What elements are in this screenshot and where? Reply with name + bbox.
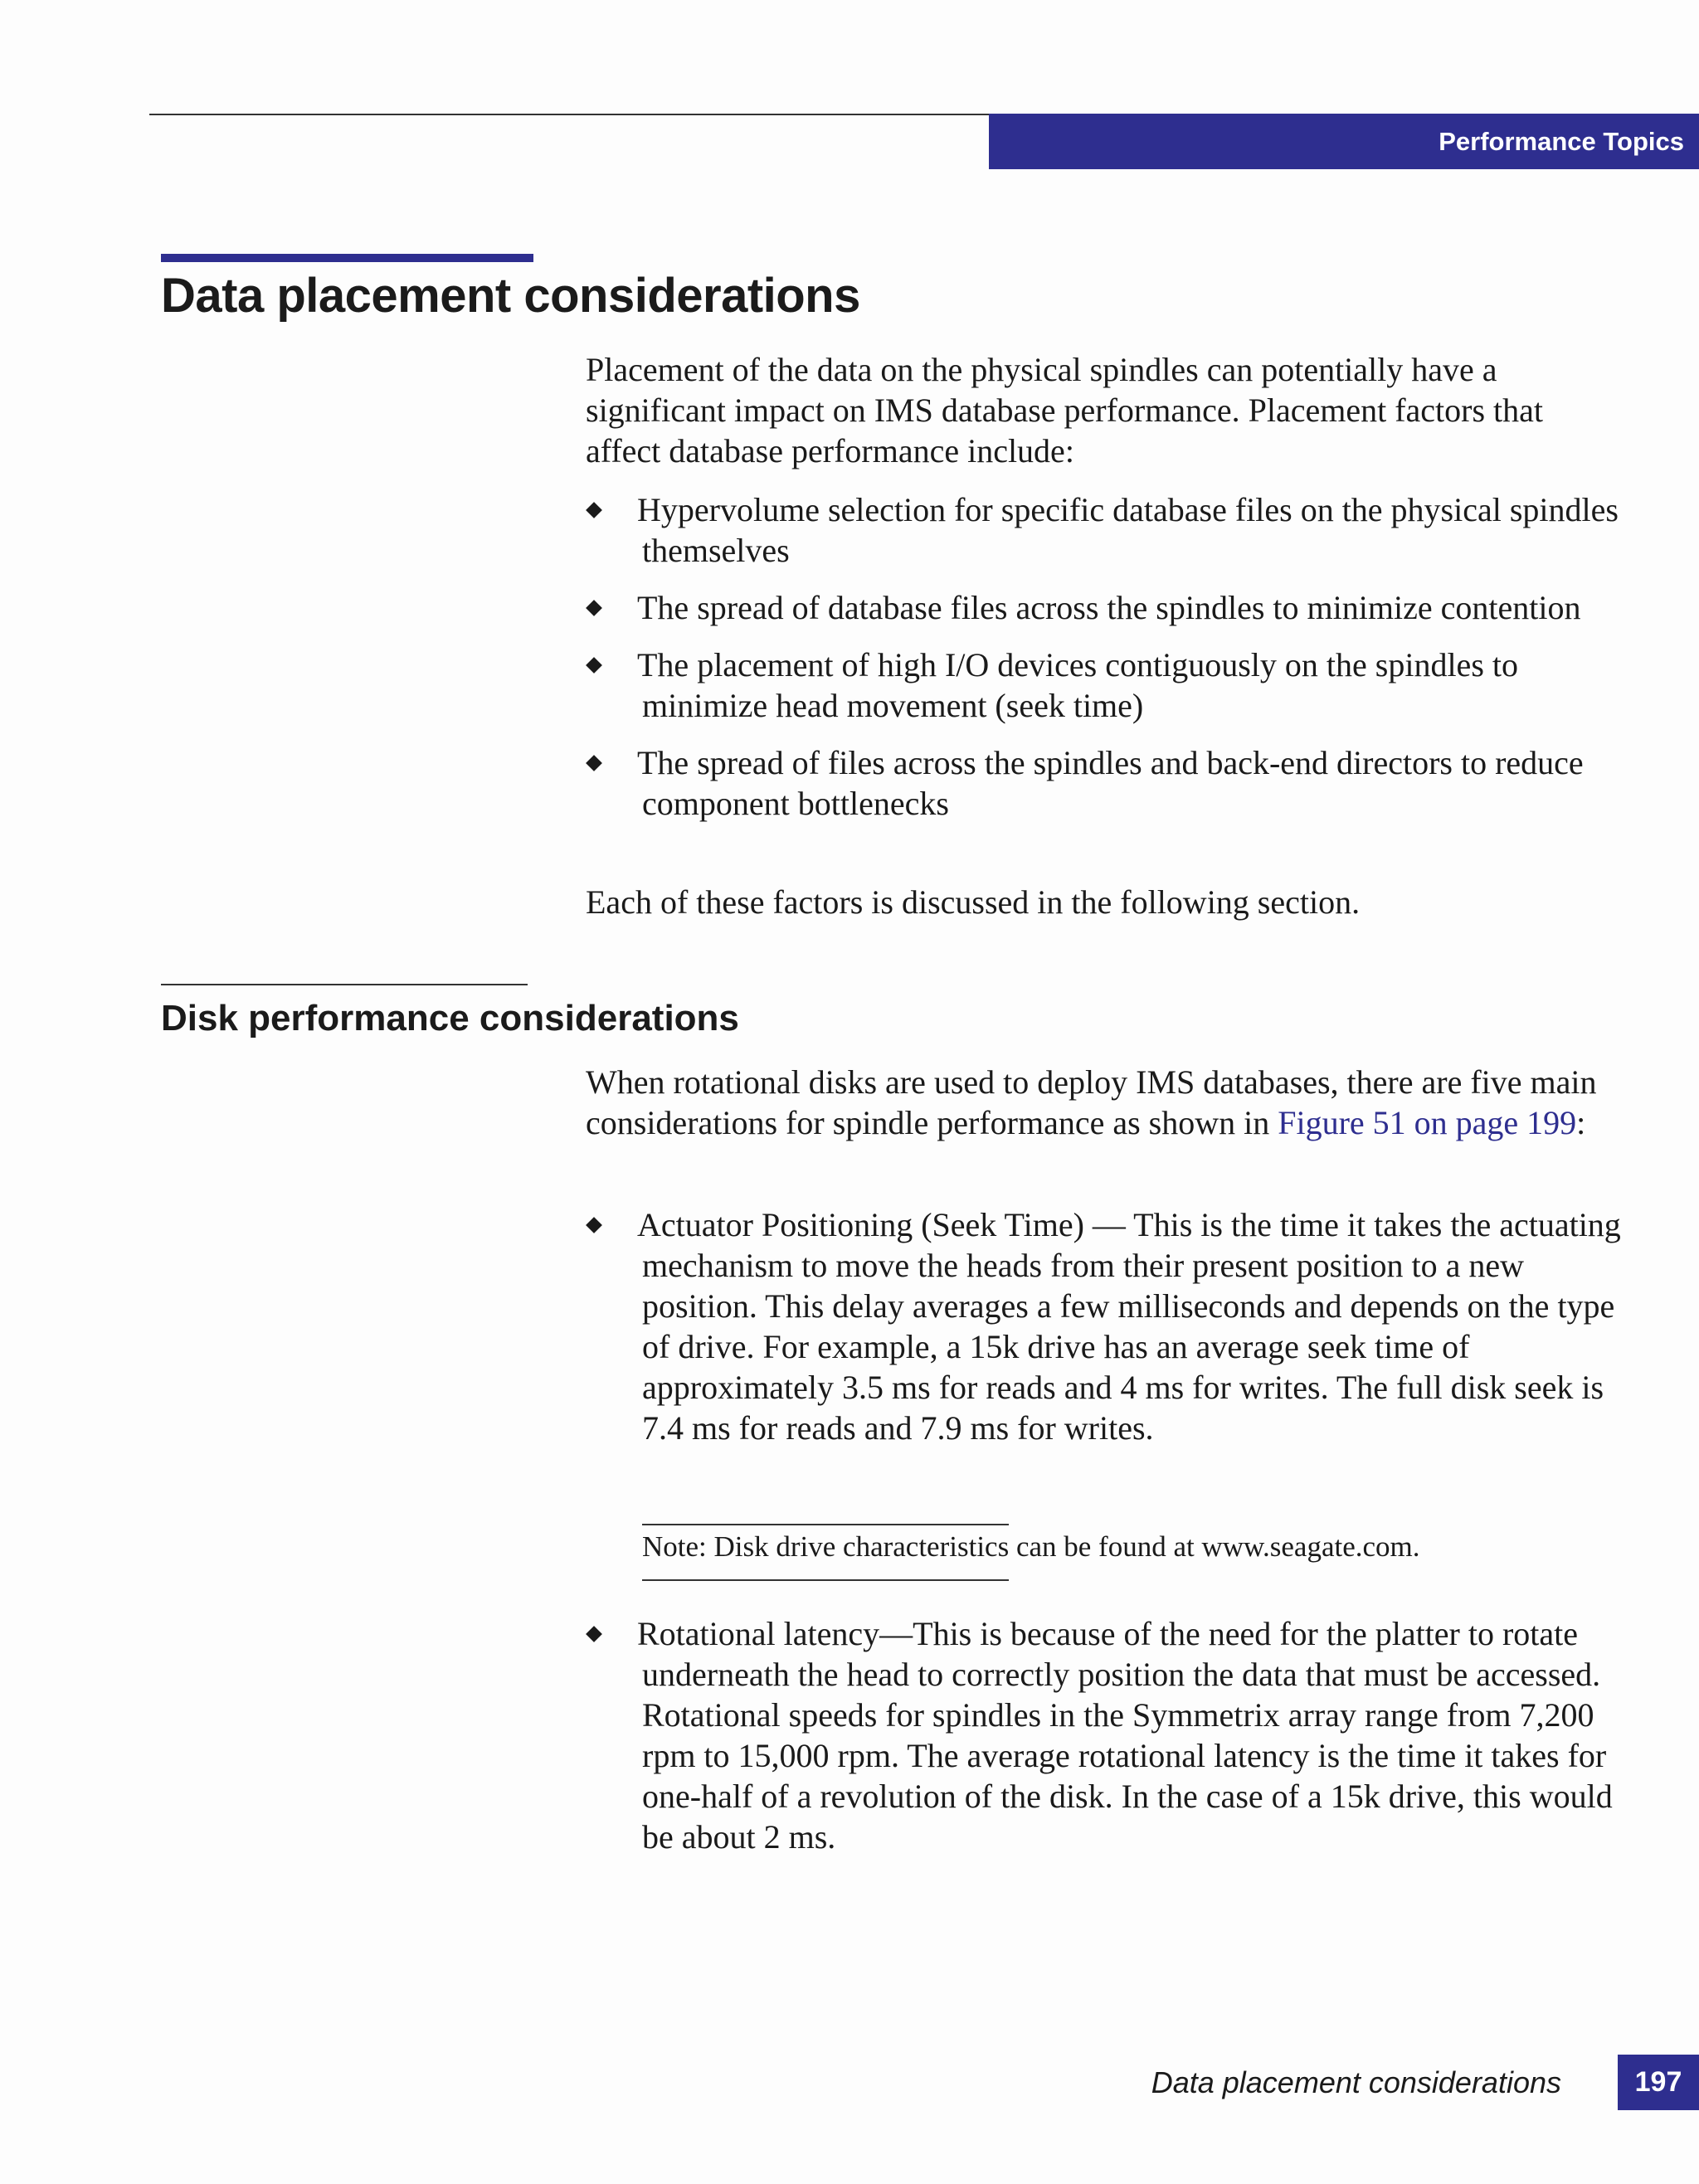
disk-considerations-list-continued — [586, 1613, 1623, 1874]
list-item-text: The placement of high I/O devices contiguously on the spindles to minimize head movement (seek time) — [637, 646, 1518, 724]
diamond-bullet-icon — [586, 755, 602, 771]
list-item — [586, 644, 1623, 726]
closing-paragraph: Each of these factors is discussed in the following section. — [586, 883, 1361, 921]
list-item-text: The spread of files across the spindles and back-end directors to reduce component bottlenecks — [637, 744, 1584, 822]
disk-intro-suffix: : — [1576, 1104, 1586, 1141]
list-item — [586, 1204, 1623, 1448]
list-item — [586, 1613, 1623, 1857]
diamond-bullet-icon — [586, 1217, 602, 1233]
list-item — [586, 489, 1623, 571]
header-rule — [149, 114, 989, 115]
note-text: Note: Disk drive characteristics can be found at www.seagate.com. — [642, 1530, 1420, 1563]
diamond-bullet-icon — [586, 502, 602, 518]
page-title: Data placement considerations — [161, 269, 860, 323]
diamond-bullet-icon — [586, 600, 602, 616]
diamond-bullet-icon — [586, 657, 602, 674]
placement-factors-list — [586, 489, 1623, 840]
disk-intro-paragraph — [586, 1062, 1623, 1143]
list-item-text: The spread of database files across the spindles to minimize contention — [637, 589, 1581, 626]
list-item — [586, 742, 1623, 824]
diamond-bullet-icon — [586, 1626, 602, 1642]
list-item — [586, 587, 1623, 628]
note-bottom-rule — [642, 1579, 1009, 1581]
figure-link[interactable]: Figure 51 on page 199 — [1278, 1104, 1577, 1141]
title-accent-bar — [161, 254, 533, 262]
list-item-text: Actuator Positioning (Seek Time) — This is the time it takes the actuating mechanism to move the heads from their present position to a new position. This delay averages a few milliseconds and depends on the type of drive. For example, a 15k drive has an average seek time of approximately 3.5 ms for reads and 4 ms for writes. The full disk seek is 7.4 ms for reads and 7.9 ms for writes. — [637, 1206, 1621, 1447]
header-section-tab: Performance Topics — [989, 114, 1699, 169]
page-number: 197 — [1618, 2055, 1699, 2110]
list-item-text: Rotational latency—This is because of the need for the platter to rotate underneath the head to correctly position the data that must be accessed. Rotational speeds for spindles in the Symmetrix array range from 7,200 rpm to 15,000 rpm. The average rotational latency is the time it takes for one-half of a revolution of the disk. In the case of a 15k drive, this would be about 2 ms. — [637, 1615, 1613, 1856]
intro-paragraph: Placement of the data on the physical spindles can potentially have a significant impact on IMS database performance. Placement factors that affect database performance include: — [586, 351, 1544, 469]
subsection-title: Disk performance considerations — [161, 998, 739, 1038]
note-top-rule — [642, 1524, 1009, 1525]
subsection-rule — [161, 984, 528, 985]
disk-considerations-list — [586, 1204, 1623, 1465]
footer-chapter-title: Data placement considerations — [1151, 2065, 1561, 2099]
disk-intro-text: When rotational disks are used to deploy IMS databases, there are five main considerations for spindle performance as shown in — [586, 1063, 1597, 1141]
list-item-text: Hypervolume selection for specific database files on the physical spindles themselves — [637, 491, 1619, 569]
